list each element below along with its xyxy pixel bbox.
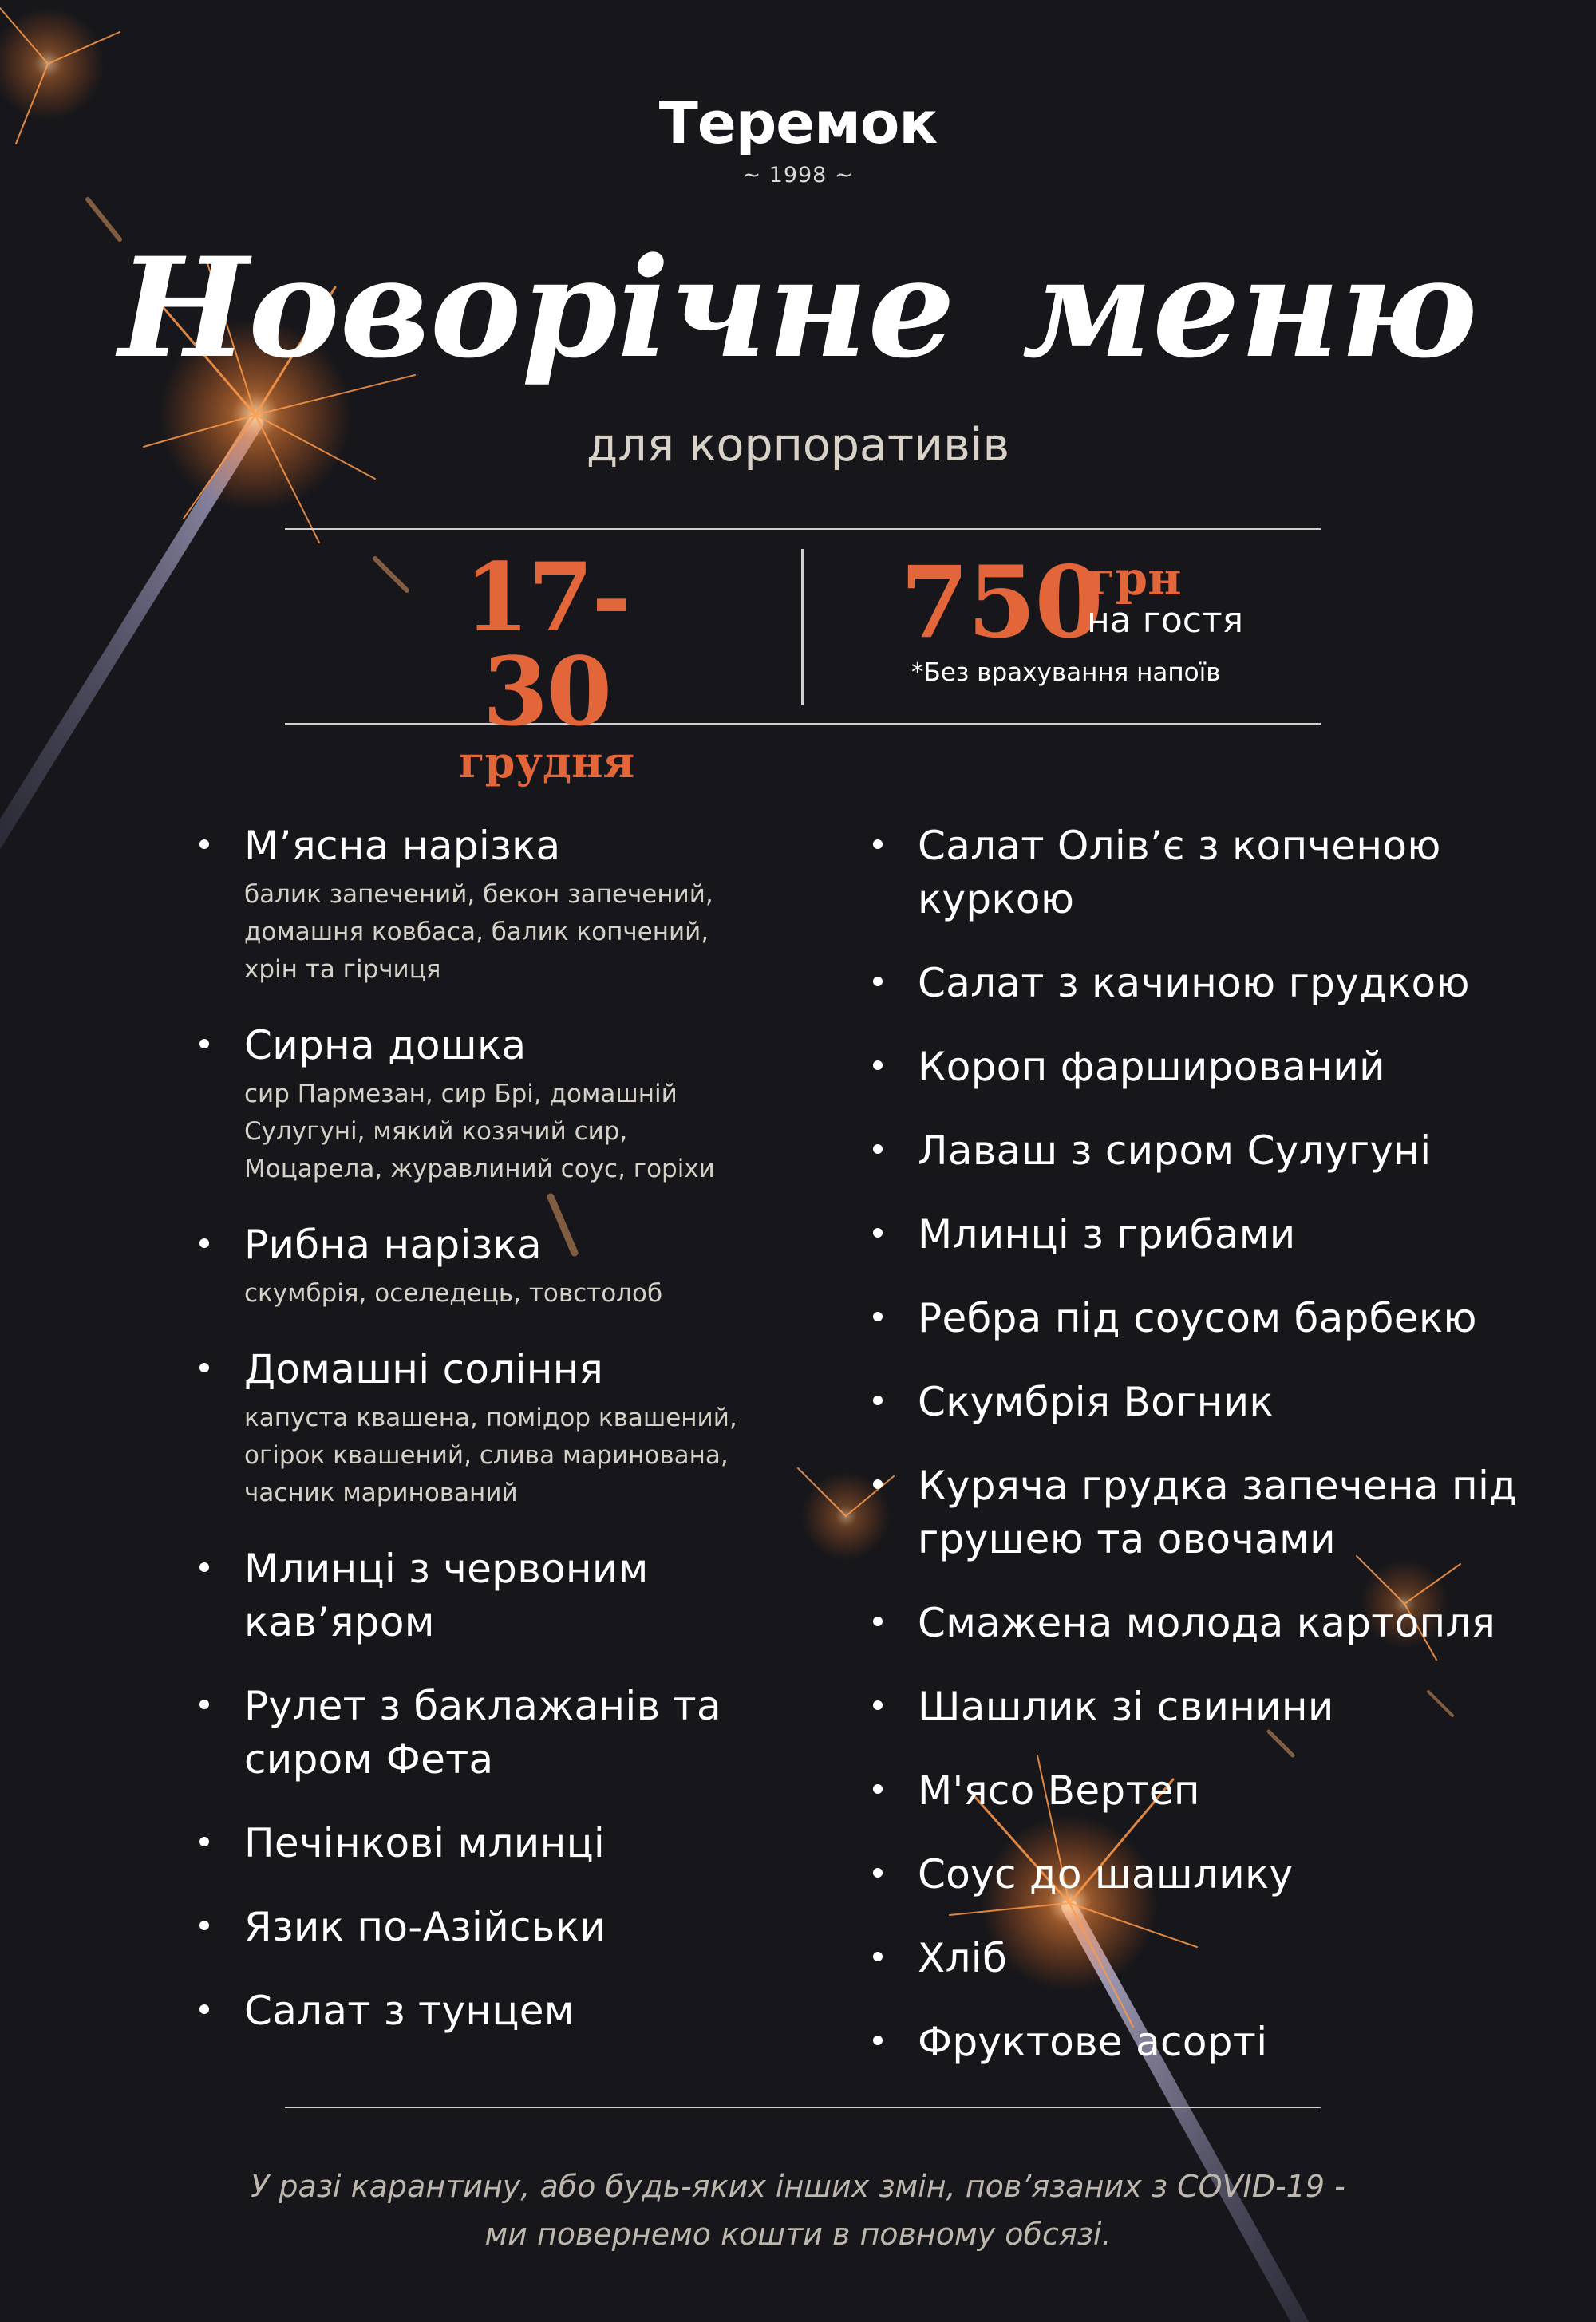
menu-item-name: Лаваш з сиром Сулугуні [918, 1127, 1432, 1174]
menu-item-name: М'ясо Вертеп [918, 1767, 1200, 1814]
menu-item-name: Смажена молода картопля [918, 1600, 1496, 1646]
divider-vertical [801, 549, 804, 705]
price-amount: 750 [900, 545, 1102, 661]
menu-list-left [200, 819, 758, 2068]
menu-item [873, 1292, 1527, 1345]
price-note: *Без врахування напоїв [911, 658, 1221, 687]
menu-item-name: Фруктове асорті [918, 2019, 1268, 2065]
menu-item-name: Скумбрія Вогник [918, 1379, 1274, 1425]
menu-item [200, 819, 758, 989]
menu-item-description: капуста квашена, помідор квашений, огірок квашений, слива маринована, часник маринований [244, 1404, 737, 1507]
menu-item [873, 1932, 1527, 1985]
dates-range: 17-30 [464, 542, 630, 747]
menu-item [873, 1764, 1527, 1818]
menu-item [873, 1124, 1527, 1178]
page-title: Новорічне меню [118, 227, 1478, 389]
menu-item-name: Рулет з баклажанів та сиром Фета [244, 1683, 721, 1783]
divider-top [285, 528, 1321, 530]
menu-item [200, 1984, 758, 2038]
menu-list-right [873, 819, 1527, 2099]
dates-month: грудня [458, 736, 635, 788]
menu-item [873, 819, 1527, 926]
menu-item [873, 1208, 1527, 1262]
menu-item [873, 1597, 1527, 1650]
divider-bottom [285, 2107, 1321, 2108]
menu-item-name: Язик по-Азійськи [244, 1904, 606, 1950]
menu-item-name: Домашні соління [244, 1346, 604, 1392]
menu-item [200, 1680, 758, 1787]
menu-item-name: Соус до шашлику [918, 1851, 1294, 1897]
menu-item-name: Сирна дошка [244, 1022, 527, 1068]
brand-year: ~ 1998 ~ [742, 163, 854, 188]
menu-item [200, 1218, 758, 1313]
brand-logo [0, 89, 1596, 188]
menu-item-name: Салат з тунцем [244, 1988, 575, 2034]
menu-item [873, 1459, 1527, 1566]
page-subtitle: для корпоративів [586, 419, 1010, 472]
menu-item-name: Хліб [918, 1935, 1008, 1981]
price-per-guest: на гостя [1087, 600, 1244, 641]
menu-item [873, 957, 1527, 1010]
menu-item-name: Млинці з червоним кав’яром [244, 1546, 649, 1645]
menu-item-name: Печінкові млинці [244, 1820, 606, 1866]
menu-item-description: скумбрія, оселедець, товстолоб [244, 1279, 663, 1308]
menu-item [873, 1680, 1527, 1734]
menu-item-description: балик запечений, бекон запечений, домашня ковбаса, балик копчений, хрін та гірчиця [244, 880, 713, 984]
menu-item [200, 1901, 758, 1954]
footer-note: У разі карантину, або будь-яких інших змін, пов’язаних з COVID-19 - ми повернемо кошти в повному обсязі. [251, 2169, 1345, 2252]
menu-item [873, 2016, 1527, 2069]
menu-item [873, 1848, 1527, 1901]
menu-item-name: Салат Олів’є з копченою куркою [918, 823, 1441, 922]
brand-name: Теремок [658, 89, 938, 156]
menu-item-name: Млинці з грибами [918, 1211, 1296, 1258]
menu-item-name: Куряча грудка запечена під грушею та овочами [918, 1463, 1518, 1562]
menu-item-description: сир Пармезан, сир Брі, домашній Сулугуні, мякий козячий сир, Моцарела, журавлиний соус, горіхи [244, 1080, 715, 1183]
menu-item-name: Ребра під соусом барбекю [918, 1295, 1477, 1341]
menu-item [873, 1041, 1527, 1094]
menu-item-name: Шашлик зі свинини [918, 1684, 1334, 1730]
menu-item-name: Рибна нарізка [244, 1222, 542, 1268]
menu-item [200, 1817, 758, 1870]
event-dates [411, 542, 682, 788]
menu-item-name: Короп фарширований [918, 1044, 1385, 1090]
menu-item [200, 1019, 758, 1188]
price-currency: грн [1087, 551, 1182, 606]
menu-item-name: М’ясна нарізка [244, 823, 561, 869]
menu-item [200, 1542, 758, 1649]
menu-item [200, 1343, 758, 1512]
menu-item [873, 1376, 1527, 1429]
menu-item-name: Салат з качиною грудкою [918, 960, 1470, 1006]
